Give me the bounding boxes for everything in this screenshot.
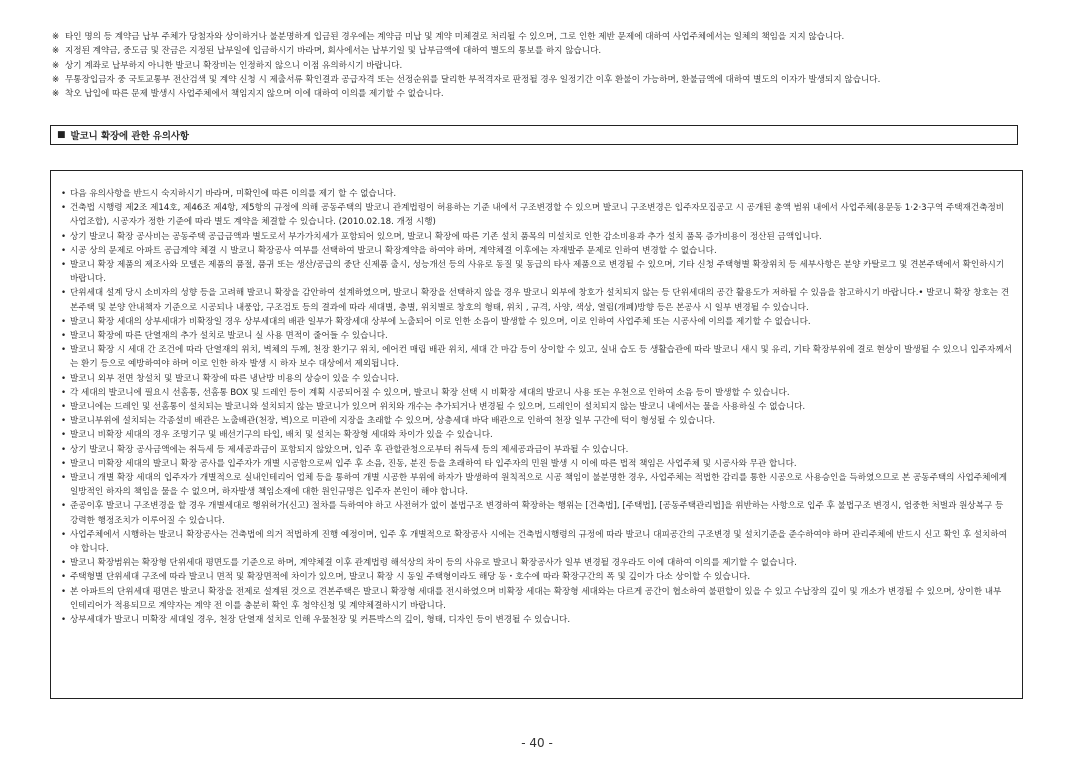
list-item — [61, 428, 1012, 442]
notice-text: 지정된 계약금, 중도금 및 잔금은 지정된 납부일에 입금하시기 바라며, 회사에서는 납부기일 및 납부금액에 대하여 별도의 통보를 하지 않습니다. — [65, 46, 602, 57]
note-marker: ※ — [52, 74, 60, 85]
list-item — [61, 585, 1012, 613]
note-marker: ※ — [52, 89, 60, 100]
bullet-icon: • — [61, 430, 67, 441]
notice-text: 무통장입금자 중 국토교통부 전산검색 및 계약 신청 시 제출서류 확인결과 공급자격 또는 선정순위를 달리한 부적격자로 판정될 경우 일정기간 이후 환불이 가능하며, 환불금액에 대하여 별도의 이자가 발생되지 않습니다. — [65, 74, 881, 85]
list-item-text: 주택형별 단위세대 구조에 따라 발코니 면적 및 확장면적에 차이가 있으며, 발코니 확장 시 동일 주택형이라도 해당 동・호수에 따라 확장구간의 폭 및 깊이가 다소 상이할 수 있습니다. — [70, 572, 751, 583]
notice-item — [52, 73, 1027, 87]
note-marker: ※ — [52, 46, 60, 57]
bullet-icon: • — [61, 288, 67, 299]
page-number: - 40 - — [521, 736, 553, 750]
bullet-icon: • — [61, 331, 67, 342]
bullet-icon: • — [61, 387, 67, 398]
list-item — [61, 258, 1012, 286]
list-item-text: 단위세대 설계 당시 소비자의 성향 등을 고려해 발코니 확장을 감안하여 설계하였으며, 발코니 확장을 선택하지 않을 경우 발코니 외부에 창호가 설치되지 않는 등 단위세대의 공간 활용도가 저하될 수 있음을 참고하시기 바랍니다.• 발코니 확장 창호는 견본주택 및 분양 안내책자 기준으로 시공되나 내풍압, 구조검토 등의 결과에 따라 세대별, 층별, 위치별로 창호의 형태, 위치 , 규격, 사양, 색상, 열림(개폐)방향 등은 본공사 시 일부 변경될 수 있습니다. — [70, 288, 1010, 313]
bullet-icon: • — [61, 416, 67, 427]
list-item — [61, 471, 1012, 499]
list-item-text: 발코니 확장 제품의 제조사와 모델은 제품의 품절, 품귀 또는 생산/공급의 중단 신제품 출시, 성능개선 등의 사유로 동질 및 동급의 타사 제품으로 변경될 수 있으며, 기타 신청 주택형별 확장위치 등 세부사항은 분양 카탈로그 및 견본주택에서 확인하시기 바랍니다. — [70, 260, 1005, 285]
list-item — [61, 499, 1012, 527]
list-item-text: 발코니 확장 세대의 상부세대가 비확장일 경우 상부세대의 배관 일부가 확장세대 상부에 노출되어 이로 인한 소음이 발생할 수 있으며, 이로 인하여 사업주체 또는 시공사에 이의를 제기할 수 없습니다. — [70, 316, 811, 327]
list-item — [61, 230, 1012, 244]
list-item — [61, 570, 1012, 584]
bullet-icon: • — [61, 189, 67, 199]
list-item-text: 발코니에는 드레인 및 선홈통이 설치되는 발코니와 설치되지 않는 발코니가 있으며 위치와 개수는 추가되거나 변경될 수 있으며, 드레인이 설치되지 않는 발코니 내에서는 물을 사용하실 수 없습니다. — [70, 402, 806, 413]
list-item — [61, 613, 1012, 627]
bullet-icon: • — [61, 586, 67, 597]
list-item — [61, 457, 1012, 471]
section-heading — [50, 125, 1018, 145]
list-item-text: 사업주체에서 시행하는 발코니 확장공사는 건축법에 의거 적법하게 진행 예정이며, 입주 후 개별적으로 확장공사 시에는 건축법시행령의 규정에 따라 발코니 대피공간의 구조변경 및 설치기준을 준수하여야 하며 관리주체에 반드시 신고 확인 후 설치하여야 합니다. — [70, 529, 1008, 555]
notice-item — [52, 30, 1027, 44]
list-item — [61, 528, 1012, 556]
list-item-text: 본 아파트의 단위세대 평면은 발코니 확장을 전제로 설계된 것으로 견본주택은 발코니 확장형 세대를 전시하였으며 비확장 세대는 확장형 세대와는 다르게 공간이 협소하여 불편할이 있을 수 있고 수납장의 깊이 및 개소가 변경될 수 있으며, 상이한 내부 인테리어가 적용되므로 계약자는 계약 전 이를 충분히 확인 후 청약신청 및 계약체결하시기 바랍니다. — [70, 586, 1002, 611]
notice-item — [52, 87, 1027, 101]
list-item — [61, 201, 1012, 229]
notice-text: 상기 계좌로 납부하지 아니한 발코니 확장비는 인정하지 않으니 이점 유의하시기 바랍니다. — [65, 60, 403, 71]
bullet-icon: • — [61, 572, 67, 583]
list-item — [61, 443, 1012, 457]
bullet-icon: • — [61, 615, 67, 626]
bullet-icon: • — [61, 444, 67, 455]
bullet-icon: • — [61, 402, 67, 413]
notice-item — [52, 44, 1027, 58]
note-marker: ※ — [52, 32, 60, 42]
list-item — [61, 315, 1012, 329]
list-item-text: 발코니 개별 확장 세대의 입주자가 개별적으로 실내인테리어 업체 등을 통하여 개별 시공한 부위에 하자가 발생하여 원칙적으로 시공 책임이 불분명한 경우, 사업주체는 적법한 감리를 통한 시공으로 사용승인을 득하였으므로 본 공동주택의 사업주체에게 일방적인 하자의 책임을 물을 수 없으며, 하자발생 책임소재에 대한 원인규명은 입주자 본인이 해야 합니다. — [70, 473, 1008, 498]
list-item — [61, 329, 1012, 343]
list-item-text: 상부세대가 발코니 미확장 세대일 경우, 천장 단열재 설치로 인해 우물천장 및 커튼박스의 깊이, 형태, 디자인 등이 변경될 수 있습니다. — [70, 615, 571, 626]
list-item-text: 발코니 외부 전면 창설치 및 발코니 확장에 따른 냉난방 비용의 상승이 있을 수 있습니다. — [70, 373, 399, 384]
list-item-text: 준공이후 발코니 구조변경을 할 경우 개별세대로 행위허가(신고) 절차를 득하여야 하고 사전허가 없이 불법구조 변경하여 확장하는 행위는 [건축법], [주택법], [공동주택관리법]을 위반하는 사항으로 입주 후 불법구조 변경시, 엄중한 처벌과 원상복구 등 강력한 행정조치가 이루어질 수 있습니다. — [70, 501, 1004, 526]
notice-list — [52, 30, 1027, 101]
bullet-icon: • — [61, 316, 67, 327]
list-item-text: 발코니 확장범위는 확장형 단위세대 평면도를 기준으로 하며, 계약체결 이후 관계법령 해석상의 차이 등의 사유로 발코니 확장공사가 일부 변경될 경우라도 이에 대하여 이의를 제기할 수 없습니다. — [70, 558, 797, 569]
list-item — [61, 400, 1012, 414]
list-item-text: 상기 발코니 확장 공사비는 공동주택 공급금액과 별도로서 부가가치세가 포함되어 있으며, 발코니 확장에 따른 기존 설치 품목의 미설치로 인한 감소비용과 추가 설치 품목 증가비용이 정산된 금액입니다. — [70, 231, 822, 242]
bullet-icon: • — [61, 245, 67, 256]
bullet-icon: • — [61, 501, 67, 512]
bullet-icon: • — [61, 203, 67, 214]
notice-text: 착오 납입에 따른 문제 발생시 사업주체에서 책임지지 않으며 이에 대하여 이의를 제기할 수 없습니다. — [65, 89, 444, 100]
list-item-text: 상기 발코니 확장 공사금액에는 취득세 등 제세공과금이 포함되지 않았으며, 입주 후 관할관청으로부터 취득세 등의 제세공과금이 부과될 수 있습니다. — [70, 444, 629, 455]
list-item — [61, 244, 1012, 258]
list-item-text: 시공 상의 문제로 아파트 공급계약 체결 시 발코니 확장공사 여부를 선택하여 발코니 확장계약을 하여야 하며, 계약체결 이후에는 자재발주 문제로 인하여 변경할 수 없습니다. — [70, 245, 717, 256]
list-item-text: 발코니부위에 설치되는 각종설비 배관은 노출배관(천장, 벽)으로 미관에 지장을 초래할 수 있으며, 상층세대 바닥 배관으로 인하여 천장 일부 구간에 턱이 형성될 수 있습니다. — [70, 416, 716, 427]
list-item-text: 발코니 확장에 따른 단열재의 추가 설치로 발코니 실 사용 면적이 줄어들 수 있습니다. — [70, 331, 388, 342]
list-item-text: 발코니 비확장 세대의 경우 조명기구 및 배선기구의 타입, 배치 및 설치는 확장형 세대와 차이가 있을 수 있습니다. — [70, 430, 493, 441]
square-bullet-icon: ■ — [57, 130, 66, 140]
notice-item — [52, 59, 1027, 73]
list-item-text: 건축법 시행령 제2조 제14호, 제46조 제4항, 제5항의 규정에 의해 공동주택의 발코니 관계법령이 허용하는 기준 내에서 구조변경할 수 있으며 발코니 구조변경은 입주자모집공고 시 공개된 총액 범위 내에서 사업주체(용문동 1·2·3구역 주택재건축정비사업조합), 시공자가 정한 기준에 따라 별도 계약을 체결할 수 있습니다. (2010.02.18. 개정 시행) — [70, 203, 1005, 228]
bullet-icon: • — [61, 473, 67, 484]
list-item — [61, 343, 1012, 371]
list-item-text: 각 세대의 발코니에 필요시 선홈통, 선홈통 BOX 및 드레인 등이 계획 시공되어질 수 있으며, 발코니 확장 선택 시 비확장 세대의 발코니 사용 또는 우천으로 인하여 소음 등이 발생할 수 있습니다. — [70, 387, 790, 398]
note-marker: ※ — [52, 60, 60, 71]
bullet-icon: • — [61, 458, 67, 469]
list-item — [61, 556, 1012, 570]
bullet-icon: • — [61, 231, 67, 242]
balcony-notes-box — [50, 170, 1023, 699]
list-item — [61, 286, 1012, 314]
bullet-icon: • — [61, 345, 67, 356]
notice-text: 타인 명의 등 계약금 납부 주체가 당첨자와 상이하거나 불분명하게 입금된 경우에는 계약금 미납 및 계약 미체결로 처리될 수 있으며, 그로 인한 제반 문제에 대하여 사업주체에서는 일체의 책임을 지지 않습니다. — [65, 32, 845, 42]
bullet-icon: • — [61, 373, 67, 384]
list-item — [61, 414, 1012, 428]
list-item — [61, 372, 1012, 386]
list-item-text: 발코니 미확장 세대의 발코니 확장 공사를 입주자가 개별 시공함으로써 입주 후 소음, 진동, 분진 등을 초래하여 타 입주자의 민원 발생 시 이에 따른 법적 책임은 사업주체 및 시공사와 무관 합니다. — [70, 458, 797, 469]
bullet-icon: • — [61, 558, 67, 569]
list-item — [61, 187, 1012, 201]
bullet-icon: • — [61, 260, 67, 271]
list-item-text: 발코니 확장 시 세대 간 조건에 따라 단열재의 위치, 벽체의 두께, 천장 환기구 위치, 에어컨 매립 배관 위치, 세대 간 마감 등이 상이할 수 있고, 실내 습도 등 생활습관에 따라 발코니 새시 및 유리, 기타 확장부위에 결로 현상이 발생될 수 있으니 입주자께서는 환기 등으로 예방하여야 하며 이로 인한 하자 발생 시 하자 보수 대상에서 제외됩니다. — [70, 345, 1012, 370]
bullet-icon: • — [61, 529, 67, 540]
list-item — [61, 386, 1012, 400]
list-item-text: 다음 유의사항을 반드시 숙지하시기 바라며, 미확인에 따른 이의를 제기 할 수 없습니다. — [70, 189, 397, 199]
section-title: 발코니 확장에 관한 유의사항 — [70, 131, 189, 142]
balcony-notes-list — [51, 171, 1022, 627]
